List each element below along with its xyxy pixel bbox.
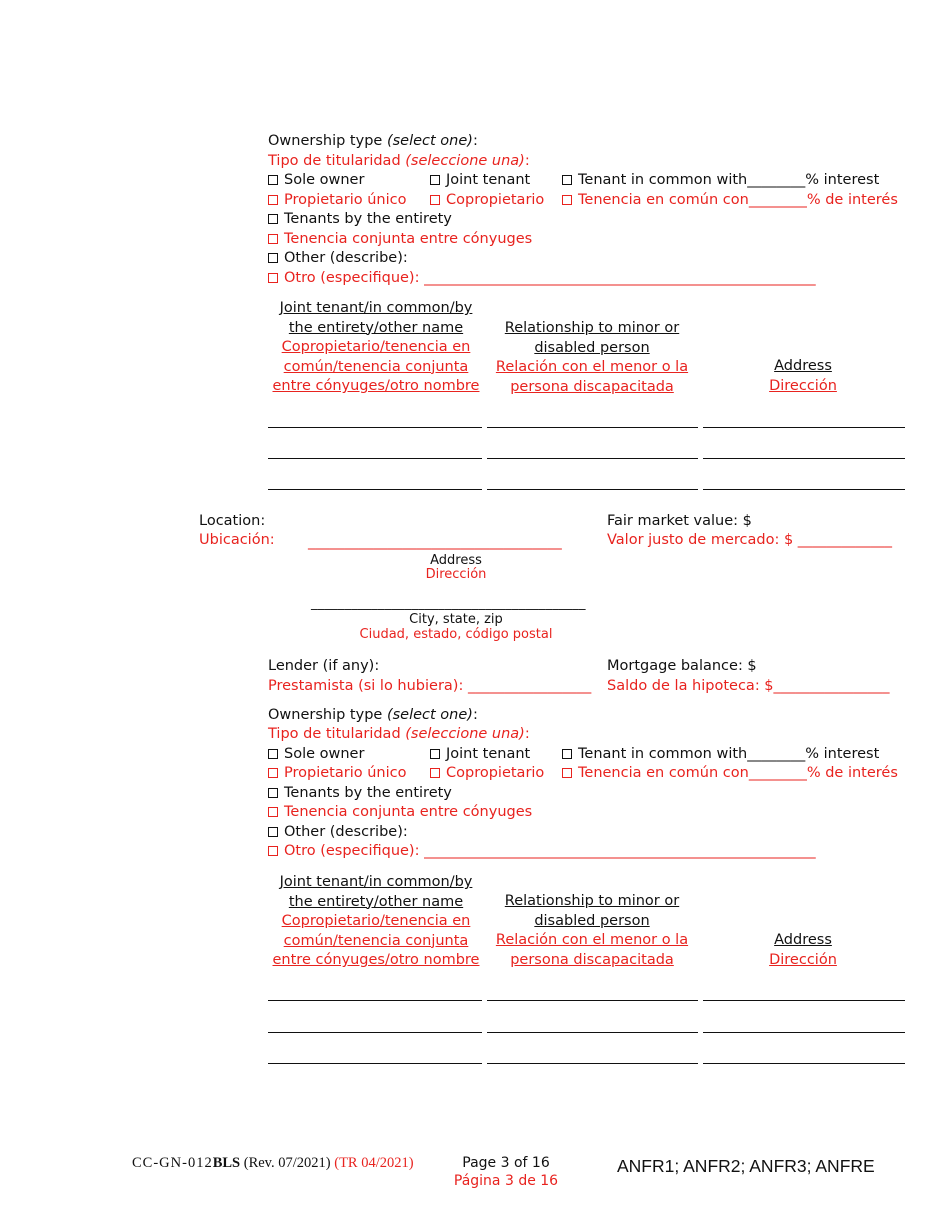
fair-market-value-label-es bbox=[607, 531, 892, 551]
fair-market-value-label: Fair market value: $ bbox=[607, 513, 752, 529]
label-text: Valor justo de mercado: $ bbox=[607, 532, 794, 548]
lender-label-es bbox=[268, 677, 591, 697]
header-line: Copropietario/tenencia en bbox=[281, 913, 471, 929]
option-other-es[interactable] bbox=[268, 269, 816, 289]
header-line: entre cónyuges/otro nombre bbox=[272, 952, 480, 968]
header-line: entre cónyuges/otro nombre bbox=[272, 378, 480, 394]
option-tenant-in-common-es[interactable] bbox=[562, 764, 898, 784]
checkbox-sole-owner[interactable] bbox=[268, 749, 278, 759]
name-entry-line[interactable] bbox=[268, 1063, 482, 1064]
header-line: Address bbox=[774, 932, 832, 948]
checkbox-tenant-in-common-es[interactable] bbox=[562, 768, 572, 778]
relationship-entry-line[interactable] bbox=[487, 427, 698, 428]
option-sole-owner[interactable] bbox=[268, 171, 364, 191]
checkbox-joint-tenant-es[interactable] bbox=[430, 195, 440, 205]
column-header-name bbox=[268, 873, 484, 971]
option-tenants-by-entirety[interactable] bbox=[268, 784, 452, 804]
option-label: Otro (especifique): bbox=[284, 843, 420, 859]
label-text: Saldo de la hipoteca: $ bbox=[607, 678, 774, 694]
option-label: Sole owner bbox=[284, 746, 365, 762]
checkbox-tenant-in-common[interactable] bbox=[562, 175, 572, 185]
option-tenant-in-common[interactable] bbox=[562, 171, 879, 191]
header-line: Address bbox=[774, 358, 832, 374]
fair-market-value-input[interactable]: _____________ bbox=[797, 532, 893, 548]
option-label: Joint tenant bbox=[446, 172, 531, 188]
address-input[interactable]: ___________________________________ bbox=[308, 534, 562, 550]
header-line: Joint tenant/in common/by bbox=[279, 874, 473, 890]
label-text: Ownership type bbox=[268, 133, 387, 149]
checkbox-sole-owner-es[interactable] bbox=[268, 768, 278, 778]
mortgage-balance-label-es bbox=[607, 677, 890, 697]
header-line: Joint tenant/in common/by bbox=[279, 300, 473, 316]
checkbox-tenants-by-entirety-es[interactable] bbox=[268, 807, 278, 817]
column-header-address bbox=[701, 357, 905, 396]
lender-input[interactable]: _________________ bbox=[467, 678, 592, 694]
relationship-entry-line[interactable] bbox=[487, 489, 698, 490]
column-header-relationship bbox=[486, 892, 698, 970]
checkbox-other-es[interactable] bbox=[268, 846, 278, 856]
option-label: Tenants by the entirety bbox=[284, 785, 452, 801]
address-entry-line[interactable] bbox=[703, 489, 905, 490]
header-line: Dirección bbox=[769, 951, 837, 968]
column-header-relationship bbox=[486, 319, 698, 397]
label-italic: (seleccione una) bbox=[405, 726, 525, 742]
header-line: Dirección bbox=[769, 377, 837, 394]
form-code-suffix: BLS bbox=[212, 1155, 241, 1171]
relationship-entry-line[interactable] bbox=[487, 1000, 698, 1001]
option-label: Tenencia conjunta entre cónyuges bbox=[284, 231, 533, 247]
label-italic: (select one) bbox=[386, 707, 473, 723]
option-label-end: % de interés bbox=[806, 765, 898, 781]
name-entry-line[interactable] bbox=[268, 1032, 482, 1033]
checkbox-tenant-in-common-es[interactable] bbox=[562, 195, 572, 205]
option-joint-tenant-es[interactable] bbox=[430, 191, 544, 211]
header-line: común/tenencia conjunta bbox=[283, 932, 469, 949]
header-line: disabled person bbox=[534, 339, 650, 356]
percent-blank[interactable]: ________ bbox=[747, 172, 806, 188]
percent-blank[interactable]: ________ bbox=[748, 192, 807, 208]
option-label-end: % de interés bbox=[806, 192, 898, 208]
option-label: Propietario único bbox=[284, 192, 407, 208]
address-caption-es: Dirección bbox=[425, 567, 487, 582]
header-line: disabled person bbox=[534, 912, 650, 929]
option-tenants-by-entirety-es[interactable] bbox=[268, 803, 532, 823]
option-label: Copropietario bbox=[446, 192, 545, 208]
column-header-name bbox=[268, 299, 484, 397]
header-line: Relación con el menor o la bbox=[495, 932, 689, 948]
percent-blank[interactable]: ________ bbox=[748, 765, 807, 781]
label-colon: : bbox=[524, 153, 530, 169]
option-tenant-in-common[interactable] bbox=[562, 745, 879, 765]
header-line: Relationship to minor or bbox=[504, 893, 680, 909]
lender-label: Lender (if any): bbox=[268, 658, 380, 674]
header-line: Copropietario/tenencia en bbox=[281, 339, 471, 355]
address-entry-line[interactable] bbox=[703, 1000, 905, 1001]
checkbox-joint-tenant[interactable] bbox=[430, 749, 440, 759]
checkbox-sole-owner[interactable] bbox=[268, 175, 278, 185]
option-sole-owner-es[interactable] bbox=[268, 764, 406, 784]
option-tenants-by-entirety-es[interactable] bbox=[268, 230, 532, 250]
option-label: Propietario único bbox=[284, 765, 407, 781]
label-text: Prestamista (si lo hubiera): bbox=[268, 678, 464, 694]
relationship-entry-line[interactable] bbox=[487, 1032, 698, 1033]
label-colon: : bbox=[472, 133, 478, 149]
address-entry-line[interactable] bbox=[703, 427, 905, 428]
label-italic: (select one) bbox=[386, 133, 473, 149]
address-entry-line[interactable] bbox=[703, 1063, 905, 1064]
option-label: Sole owner bbox=[284, 172, 365, 188]
option-label: Otro (especifique): bbox=[284, 270, 420, 286]
option-label: Joint tenant bbox=[446, 746, 531, 762]
option-label-end: % interest bbox=[805, 172, 880, 188]
option-label: Copropietario bbox=[446, 765, 545, 781]
name-entry-line[interactable] bbox=[268, 427, 482, 428]
address-entry-line[interactable] bbox=[703, 1032, 905, 1033]
address-caption: Address bbox=[430, 553, 482, 568]
option-tenants-by-entirety[interactable] bbox=[268, 210, 452, 230]
option-label: Tenant in common with bbox=[578, 172, 748, 188]
percent-blank[interactable]: ________ bbox=[747, 746, 806, 762]
label-text: Tipo de titularidad bbox=[268, 726, 406, 742]
header-line: Relación con el menor o la bbox=[495, 359, 689, 375]
label-italic: (seleccione una) bbox=[405, 153, 525, 169]
other-describe-blank[interactable]: ______________________________________________________ bbox=[424, 270, 816, 286]
address-entry-line[interactable] bbox=[703, 458, 905, 459]
checkbox-tenant-in-common[interactable] bbox=[562, 749, 572, 759]
location-label-es: Ubicación: bbox=[199, 532, 275, 548]
checkbox-other[interactable] bbox=[268, 253, 278, 263]
header-line: the entirety/other name bbox=[288, 893, 464, 910]
relationship-entry-line[interactable] bbox=[487, 1063, 698, 1064]
option-tenant-in-common-es[interactable] bbox=[562, 191, 898, 211]
column-header-address bbox=[701, 931, 905, 970]
page-number: Page 3 of 16 bbox=[462, 1155, 550, 1171]
checkbox-tenants-by-entirety-es[interactable] bbox=[268, 234, 278, 244]
name-entry-line[interactable] bbox=[268, 489, 482, 490]
checkbox-sole-owner-es[interactable] bbox=[268, 195, 278, 205]
city-caption-es: Ciudad, estado, código postal bbox=[359, 627, 553, 642]
mortgage-balance-label: Mortgage balance: $ bbox=[607, 658, 757, 674]
other-describe-blank[interactable]: ______________________________________________________ bbox=[424, 843, 816, 859]
option-label: Other (describe): bbox=[284, 250, 408, 266]
label-colon: : bbox=[472, 707, 478, 723]
checkbox-joint-tenant[interactable] bbox=[430, 175, 440, 185]
checkbox-other[interactable] bbox=[268, 827, 278, 837]
form-identifier bbox=[132, 1154, 414, 1174]
option-label: Tenencia en común con bbox=[578, 765, 749, 781]
field-codes: ANFR1; ANFR2; ANFR3; ANFRE bbox=[617, 1156, 875, 1176]
option-label: Tenencia conjunta entre cónyuges bbox=[284, 804, 533, 820]
name-entry-line[interactable] bbox=[268, 1000, 482, 1001]
option-other[interactable] bbox=[268, 823, 408, 843]
label-text: Tipo de titularidad bbox=[268, 153, 406, 169]
checkbox-joint-tenant-es[interactable] bbox=[430, 768, 440, 778]
form-revision: (Rev. 07/2021) bbox=[240, 1155, 335, 1171]
mortgage-balance-input[interactable]: ________________ bbox=[773, 678, 890, 694]
option-other[interactable] bbox=[268, 249, 408, 269]
option-label: Tenencia en común con bbox=[578, 192, 749, 208]
ownership-label-es bbox=[268, 725, 530, 745]
ownership-label-en bbox=[268, 132, 478, 152]
ownership-label-en bbox=[268, 706, 478, 726]
checkbox-tenants-by-entirety[interactable] bbox=[268, 788, 278, 798]
city-caption: City, state, zip bbox=[409, 612, 503, 627]
translation-revision: (TR 04/2021) bbox=[334, 1155, 414, 1171]
checkbox-other-es[interactable] bbox=[268, 273, 278, 283]
location-label: Location: bbox=[199, 513, 266, 529]
option-joint-tenant[interactable] bbox=[430, 745, 530, 765]
checkbox-tenants-by-entirety[interactable] bbox=[268, 214, 278, 224]
header-line: persona discapacitada bbox=[510, 951, 674, 968]
header-line: the entirety/other name bbox=[288, 319, 464, 336]
option-other-es[interactable] bbox=[268, 842, 816, 862]
form-code: CC-GN-012 bbox=[132, 1155, 213, 1171]
label-text: Ownership type bbox=[268, 707, 387, 723]
header-line: persona discapacitada bbox=[510, 378, 674, 395]
ownership-label-es bbox=[268, 152, 530, 172]
option-joint-tenant[interactable] bbox=[430, 171, 530, 191]
option-label: Tenants by the entirety bbox=[284, 211, 452, 227]
name-entry-line[interactable] bbox=[268, 458, 482, 459]
relationship-entry-line[interactable] bbox=[487, 458, 698, 459]
option-label: Other (describe): bbox=[284, 824, 408, 840]
option-sole-owner-es[interactable] bbox=[268, 191, 406, 211]
option-sole-owner[interactable] bbox=[268, 745, 364, 765]
label-colon: : bbox=[524, 726, 530, 742]
option-label: Tenant in common with bbox=[578, 746, 748, 762]
header-line: común/tenencia conjunta bbox=[283, 358, 469, 375]
city-state-zip-input[interactable]: _________________________________________ bbox=[311, 596, 586, 611]
page-number-es: Página 3 de 16 bbox=[453, 1173, 559, 1189]
header-line: Relationship to minor or bbox=[504, 320, 680, 336]
option-label-end: % interest bbox=[805, 746, 880, 762]
option-joint-tenant-es[interactable] bbox=[430, 764, 544, 784]
